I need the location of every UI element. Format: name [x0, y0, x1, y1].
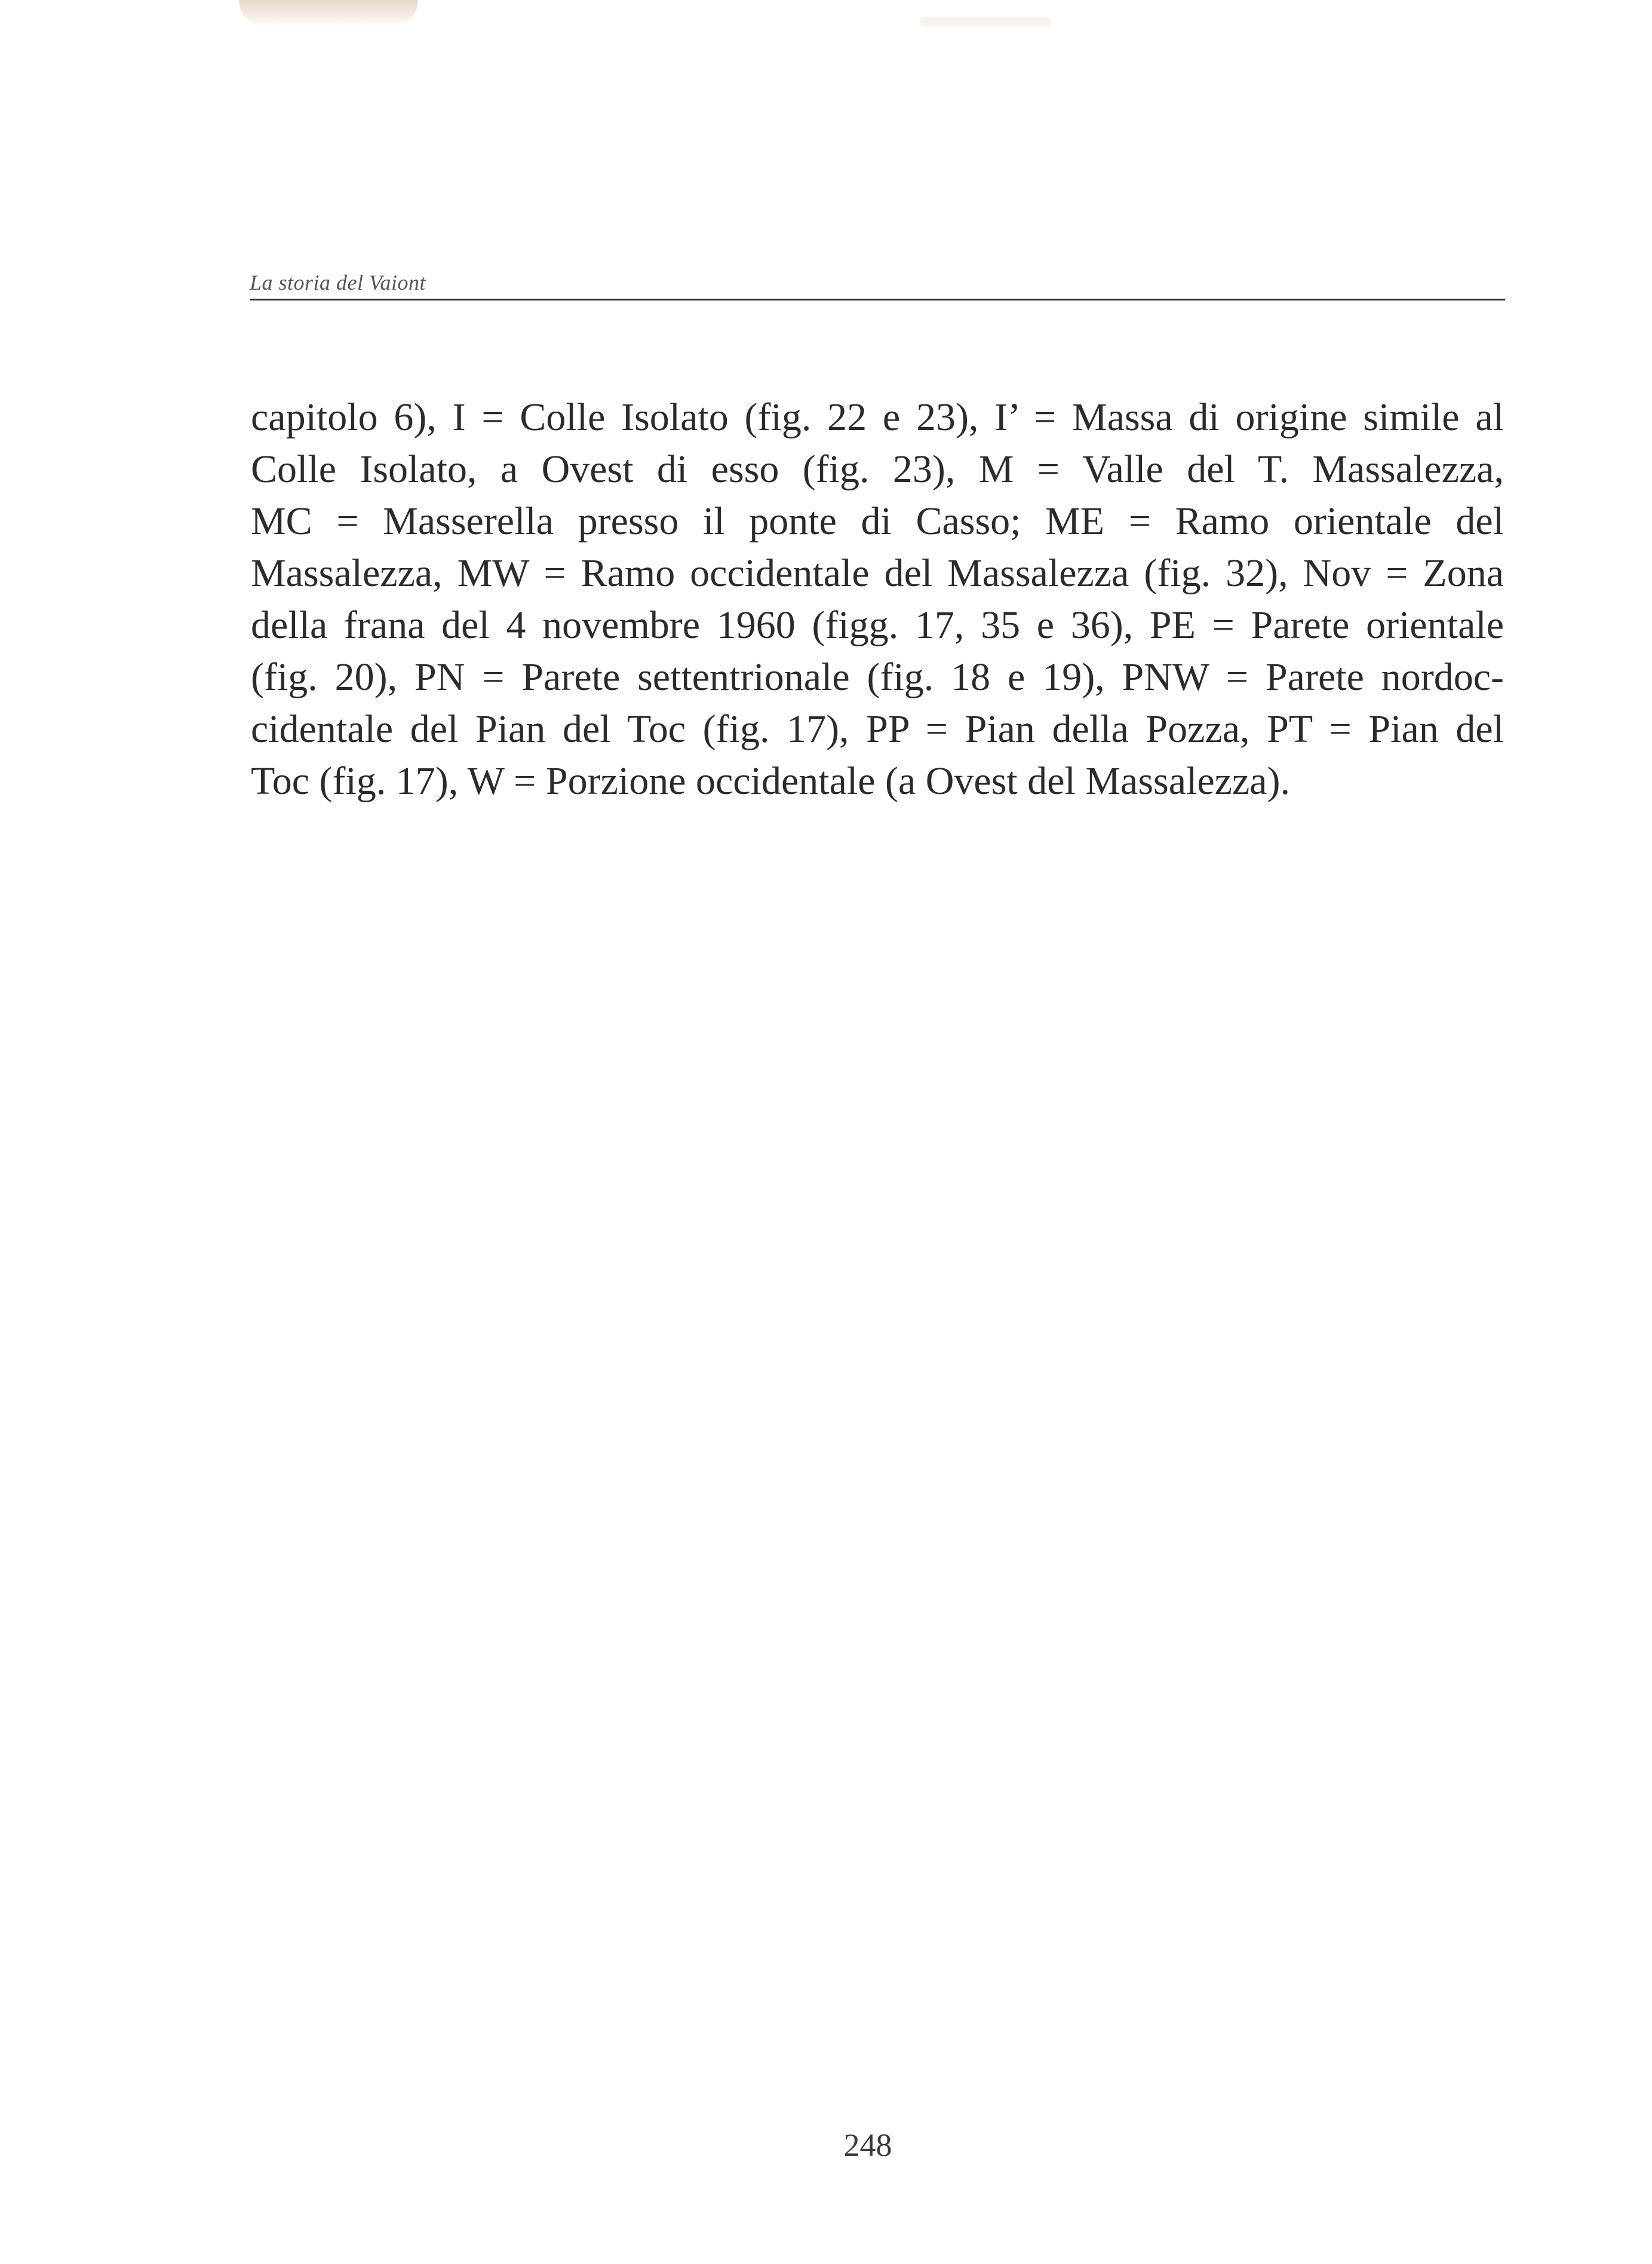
- body-line: MC = Masserella presso il ponte di Casso; ME = Ramo orientale del: [251, 499, 1504, 543]
- header-rule: [250, 299, 1505, 300]
- page-edge-smudge: [239, 0, 418, 26]
- body-line: (fig. 20), PN = Parete settentrionale (fig. 18 e 19), PNW = Parete nordoc-: [251, 655, 1504, 699]
- page-edge-smudge-secondary: [920, 17, 1051, 26]
- body-line: cidentale del Pian del Toc (fig. 17), PP = Pian della Pozza, PT = Pian del: [251, 707, 1504, 751]
- body-line: Colle Isolato, a Ovest di esso (fig. 23), M = Valle del T. Massalezza,: [251, 447, 1504, 491]
- body-line: capitolo 6), I = Colle Isolato (fig. 22 e 23), I’ = Massa di origine simile al: [251, 395, 1504, 439]
- running-head: La storia del Vaiont: [250, 271, 426, 294]
- body-line: della frana del 4 novembre 1960 (figg. 17, 35 e 36), PE = Parete orientale: [251, 603, 1504, 647]
- body-line: Massalezza, MW = Ramo occidentale del Massalezza (fig. 32), Nov = Zona: [251, 551, 1504, 595]
- page-number: 248: [843, 2127, 892, 2163]
- body-paragraph: [251, 391, 1504, 807]
- body-line: Toc (fig. 17), W = Porzione occidentale (a Ovest del Massalezza).: [251, 759, 1291, 803]
